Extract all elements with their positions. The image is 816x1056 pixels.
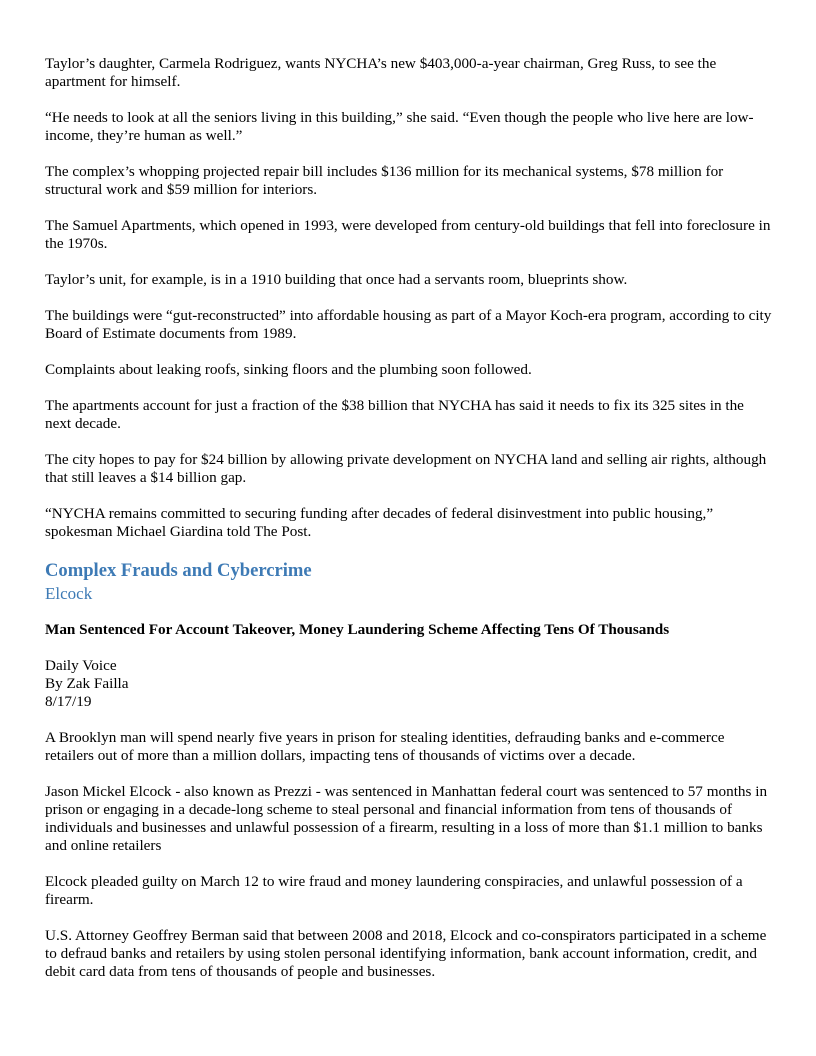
paragraph: The apartments account for just a fraction of the $38 billion that NYCHA has said it needs to fix its 325 sites in the next decade. [45,397,744,432]
article-paragraph: U.S. Attorney Geoffrey Berman said that between 2008 and 2018, Elcock and co-conspirators participated in a scheme to defraud banks and retailers by using stolen personal identifying information, bank account information, credit, and debit card data from tens of thousands of people and businesses. [45,927,767,980]
article-byline: By Zak Failla [45,675,129,692]
article-title: Man Sentenced For Account Takeover, Money Laundering Scheme Affecting Tens Of Thousands [45,621,670,638]
paragraph: The buildings were “gut-reconstructed” into affordable housing as part of a Mayor Koch-era program, according to city Board of Estimate documents from 1989. [45,307,772,342]
section-subheading: Elcock [45,584,93,603]
article-paragraph: Jason Mickel Elcock - also known as Prezzi - was sentenced in Manhattan federal court was sentenced to 57 months in prison or engaging in a decade-long scheme to steal personal and financial information from tens of thousands of individuals and businesses and unlawful possession of a firearm, resulting in a loss of more than $1.1 million to banks and online retailers [45,783,768,854]
article-paragraph: Elcock pleaded guilty on March 12 to wire fraud and money laundering conspiracies, and unlawful possession of a firearm. [45,873,743,908]
article-source: Daily Voice [45,657,117,674]
paragraph: The city hopes to pay for $24 billion by allowing private development on NYCHA land and selling air rights, although that still leaves a $14 billion gap. [45,451,767,486]
paragraph: Taylor’s unit, for example, is in a 1910 building that once had a servants room, blueprints show. [45,271,628,288]
paragraph: “He needs to look at all the seniors living in this building,” she said. “Even though the people who live here are low-income, they’re human as well.” [45,109,754,144]
article-meta [45,657,773,711]
paragraph: Taylor’s daughter, Carmela Rodriguez, wants NYCHA’s new $403,000-a-year chairman, Greg Russ, to see the apartment for himself. [45,55,717,90]
paragraph: “NYCHA remains committed to securing funding after decades of federal disinvestment into public housing,” spokesman Michael Giardina told The Post. [45,505,714,540]
section-heading: Complex Frauds and Cybercrime [45,560,312,581]
paragraph: Complaints about leaking roofs, sinking floors and the plumbing soon followed. [45,361,532,378]
document-page [45,55,773,999]
paragraph: The complex’s whopping projected repair bill includes $136 million for its mechanical systems, $78 million for structural work and $59 million for interiors. [45,163,724,198]
article-paragraph: A Brooklyn man will spend nearly five years in prison for stealing identities, defrauding banks and e-commerce retailers out of more than a million dollars, impacting tens of thousands of victims over a decade. [45,729,725,764]
article-date: 8/17/19 [45,693,92,710]
paragraph: The Samuel Apartments, which opened in 1993, were developed from century-old buildings that fell into foreclosure in the 1970s. [45,217,771,252]
